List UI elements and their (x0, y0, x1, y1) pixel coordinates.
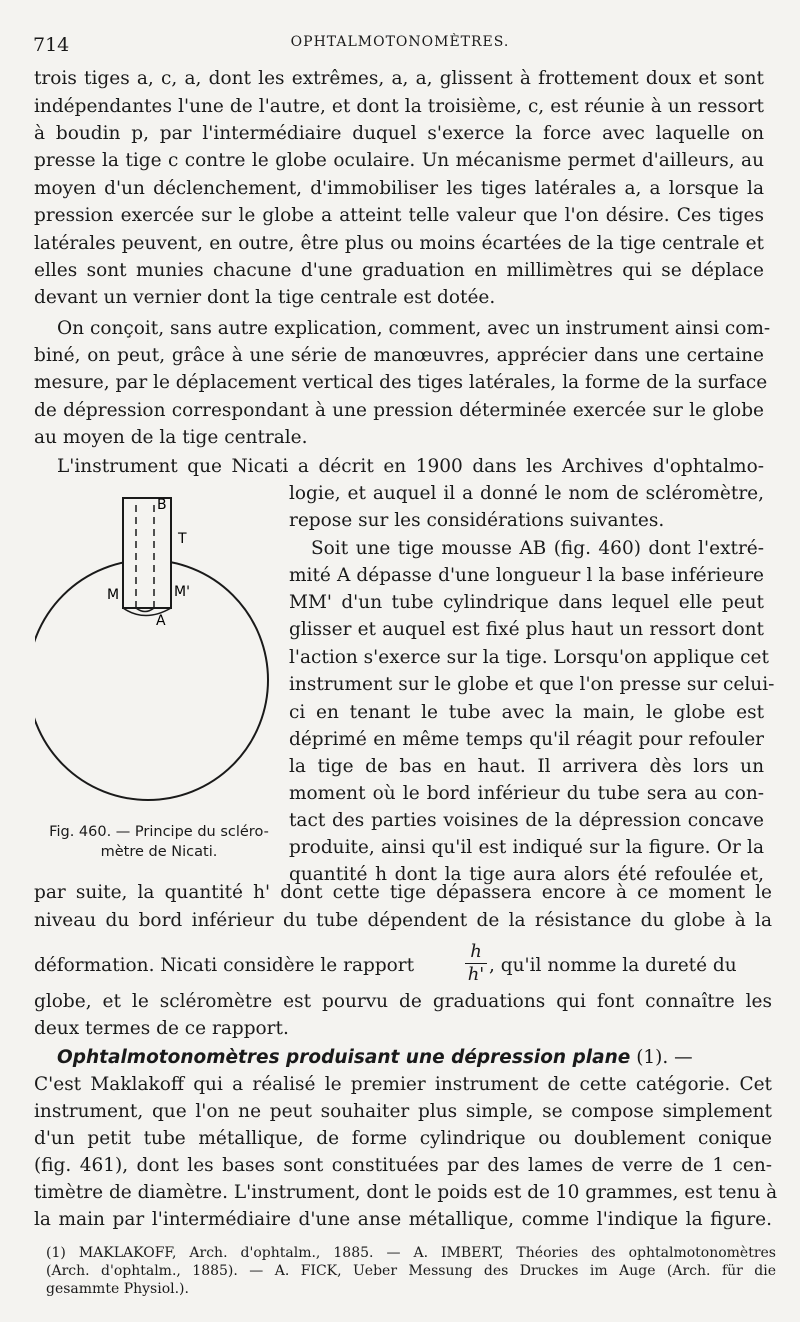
text-line: MM' d'un tube cylindrique dans lequel elle peut (289, 592, 764, 613)
text-line: l'action s'exerce sur la tige. Lorsqu'on applique cet (289, 647, 769, 668)
paragraph-3-first (57, 454, 764, 480)
formula-line-left (34, 953, 414, 979)
text-line: mesure, par le déplacement vertical des tiges latérales, la forme de la surface (34, 372, 768, 393)
text-line: tact des parties voisines de la dépression concave (289, 810, 764, 831)
heading-tail: (1). — (630, 1047, 693, 1068)
text-line: glisser et auquel est fixé plus haut un ressort dont (289, 619, 764, 640)
text-line-wrap (289, 481, 764, 507)
text-line: trois tiges a, c, a, dont les extrêmes, a, a, glissent à frottement doux et sont (34, 68, 764, 89)
text-line: moment où le bord inférieur du tube sera au con- (289, 783, 764, 804)
label-b: B (157, 497, 167, 513)
text-line-wrap (289, 508, 664, 534)
text-line: L'instrument que Nicati a décrit en 1900 dans les Archives d'ophtalmo- (57, 456, 764, 477)
text-line: la tige de bas en haut. Il arrivera dès lors un (289, 756, 764, 777)
label-m-prime: M' (174, 584, 190, 600)
text-line: globe, et le scléromètre est pourvu de graduations qui font connaître les (34, 991, 772, 1012)
text-line: deux termes de ce rapport. (34, 1018, 289, 1039)
footnote-line: gesammte Physiol.). (46, 1281, 189, 1297)
text-line: presse la tige c contre le globe oculaire. Un mécanisme permet d'ailleurs, au (34, 150, 764, 171)
text-line: , qu'il nomme la dureté du (489, 955, 737, 976)
figure-460-sclerometer (35, 495, 285, 815)
caption-line: mètre de Nicati. (100, 844, 218, 860)
footnote-line: (Arch. d'ophtalm., 1885). — A. FICK, Ueber Messung des Druckes im Auge (Arch. für die (46, 1263, 776, 1279)
text-line: latérales peuvent, en outre, être plus ou moins écartées de la tige centrale et (34, 233, 764, 254)
heading-text: Ophtalmotonomètres produisant une dépression plane (57, 1047, 631, 1068)
figure-caption (34, 822, 284, 862)
text-line: (fig. 461), dont les bases sont constituées par des lames de verre de 1 cen- (34, 1155, 772, 1176)
text-line: repose sur les considérations suivantes. (289, 510, 665, 531)
text-line: biné, on peut, grâce à une série de manœuvres, apprécier dans une certaine (34, 345, 764, 366)
text-line: devant un vernier dont la tige centrale est dotée. (34, 287, 496, 308)
text-line: timètre de diamètre. L'instrument, dont le poids est de 10 grammes, est tenu à (34, 1182, 778, 1203)
text-line-wrap (34, 1016, 289, 1042)
caption-line: Fig. 460. — Principe du scléro- (49, 824, 269, 840)
text-line: instrument, que l'on ne peut souhaiter plus simple, se compose simplement (34, 1101, 772, 1122)
text-line: par suite, la quantité h' dont cette tige dépassera encore à ce moment le (34, 882, 772, 903)
text-line: mité A dépasse d'une longueur l la base inférieure (289, 565, 764, 586)
text-line: Soit une tige mousse AB (fig. 460) dont l'extré- (311, 538, 764, 559)
text-line: On conçoit, sans autre explication, comment, avec un instrument ainsi com- (57, 318, 771, 339)
text-line: C'est Maklakoff qui a réalisé le premier instrument de cette catégorie. Cet (34, 1074, 772, 1095)
text-line: pression exercée sur le globe a atteint telle valeur que l'on désire. Ces tiges (34, 205, 764, 226)
label-t: T (178, 531, 187, 547)
text-line: la main par l'intermédiaire d'une anse métallique, comme l'indique la figure. (34, 1209, 772, 1230)
formula-numerator: h (470, 941, 482, 962)
text-line: elles sont munies chacune d'une graduation en millimètres qui se déplace (34, 260, 764, 281)
text-line: d'un petit tube métallique, de forme cylindrique ou doublement conique (34, 1128, 772, 1149)
text-line-wrap (34, 989, 772, 1015)
text-line: déprimé en même temps qu'il réagit pour refouler (289, 729, 764, 750)
text-line: ci en tenant le tube avec la main, le globe est (289, 702, 764, 723)
text-line: produite, ainsi qu'il est indiqué sur la figure. Or la (289, 837, 764, 858)
tube-t (123, 498, 171, 608)
footnote-line: (1) MAKLAKOFF, Arch. d'ophtalm., 1885. — A. IMBERT, Théories des ophtalmotonomètres (46, 1245, 776, 1261)
text-line: déformation. Nicati considère le rapport (34, 955, 415, 976)
running-head: OPHTALMOTONOMÈTRES. (290, 34, 510, 50)
formula-line-right (489, 953, 737, 979)
formula-fraction (465, 942, 487, 985)
text-line: logie, et auquel il a donné le nom de scléromètre, (289, 483, 764, 504)
text-line: à boudin p, par l'intermédiaire duquel s'exerce la force avec laquelle on (34, 123, 764, 144)
text-line-wrap (34, 880, 772, 906)
text-line: de dépression correspondant à une pression déterminée exercée sur le globe (34, 400, 764, 421)
text-line-wrap (34, 908, 772, 934)
text-line: quantité h dont la tige aura alors été refoulée et, (289, 864, 764, 885)
label-m: M (107, 587, 120, 603)
text-line: niveau du bord inférieur du tube dépendent de la résistance du globe à la (34, 910, 772, 931)
text-line: instrument sur le globe et que l'on presse sur celui- (289, 674, 775, 695)
label-a: A (156, 613, 166, 629)
page-number: 714 (33, 34, 70, 56)
section-heading (57, 1045, 693, 1071)
text-line: au moyen de la tige centrale. (34, 427, 308, 448)
text-line: indépendantes l'une de l'autre, et dont la troisième, c, est réunie à un ressort (34, 96, 764, 117)
text-line: moyen d'un déclenchement, d'immobiliser les tiges latérales a, a lorsque la (34, 178, 764, 199)
formula-denominator: h' (467, 964, 485, 985)
